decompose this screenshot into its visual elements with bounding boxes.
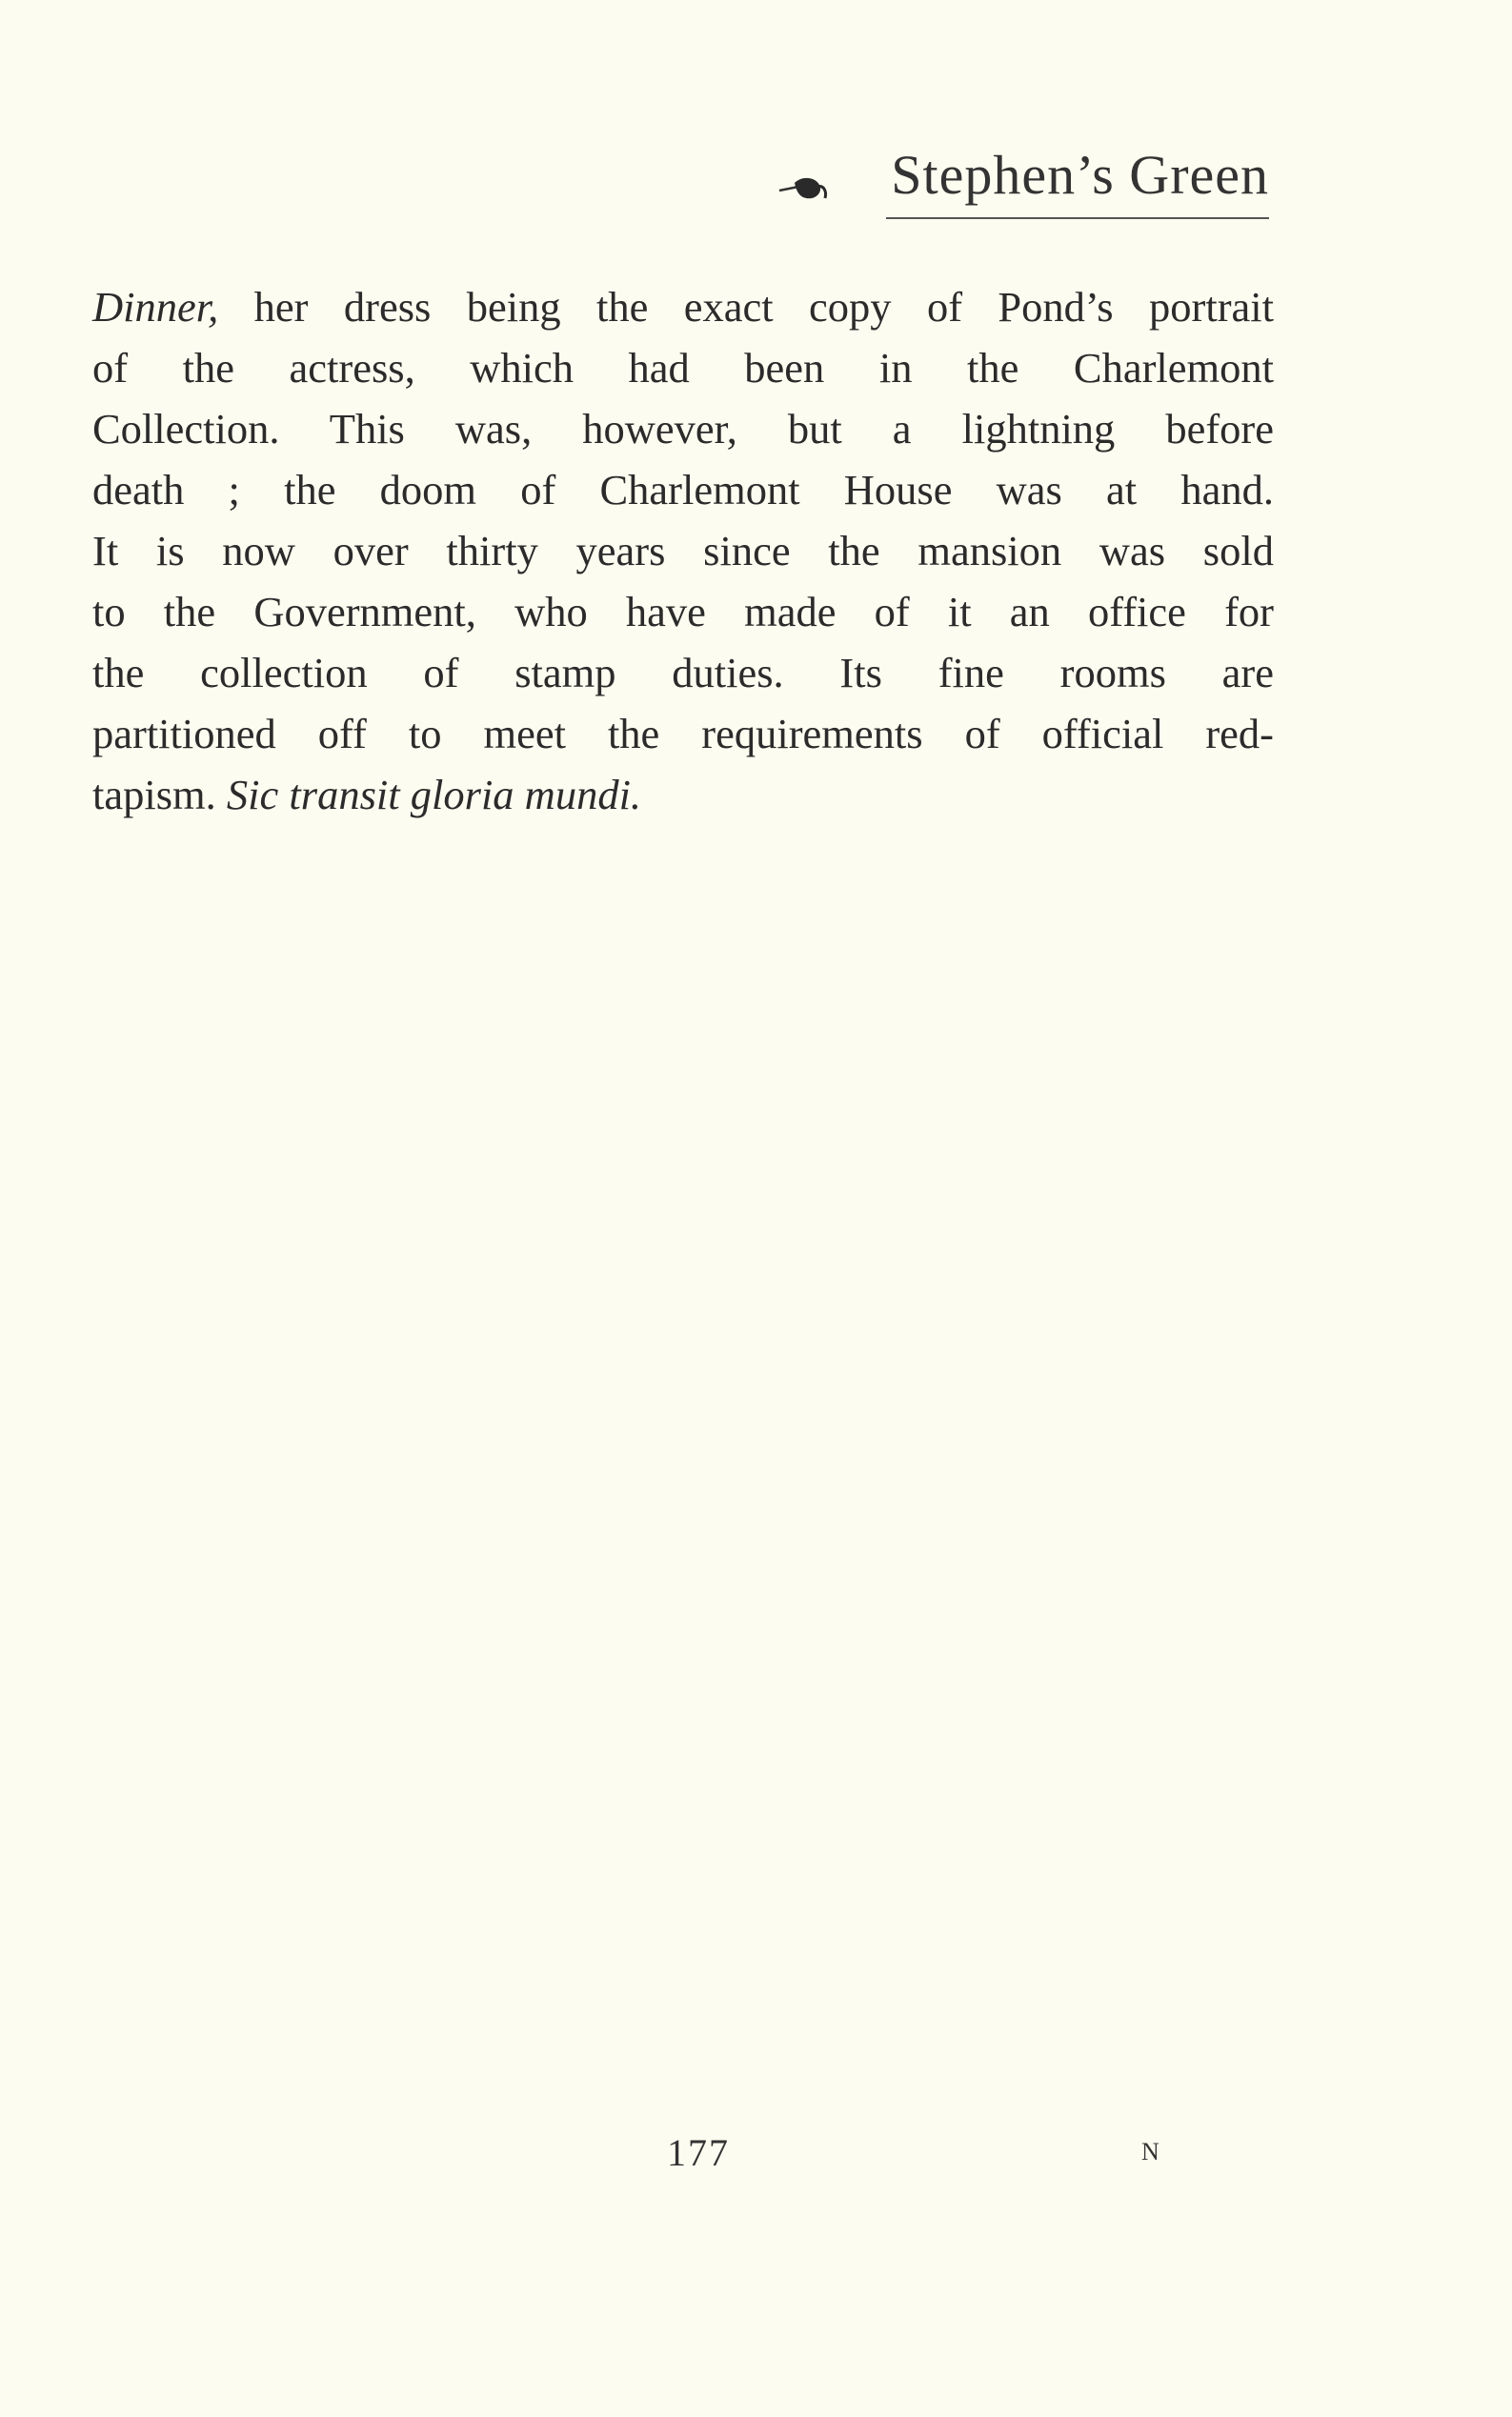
text-run: of the actress, which had been in the Charlemont — [92, 344, 1274, 392]
text-run: It is now over thirty years since the mansion was sold — [92, 527, 1274, 574]
italic-text: Dinner, — [92, 283, 219, 331]
text-line — [92, 703, 1274, 764]
running-head-title: Stephen’s Green — [891, 144, 1269, 206]
italic-text: Sic transit gloria mundi. — [226, 771, 642, 818]
text-line — [92, 581, 1274, 642]
text-run: Collection. This was, however, but a lightning before — [92, 405, 1274, 453]
text-run: her dress being the exact copy of Pond’s portrait — [218, 283, 1274, 331]
text-line — [92, 520, 1274, 581]
page-number: 177 — [667, 2131, 730, 2174]
text-line — [92, 337, 1274, 398]
text-run: tapism. — [92, 771, 227, 818]
running-head-rule — [886, 217, 1269, 219]
text-line — [92, 642, 1274, 703]
text-run: death ; the doom of Charlemont House was at hand. — [92, 466, 1274, 514]
text-line — [92, 764, 1274, 825]
text-run: to the Government, who have made of it an office for — [92, 588, 1274, 635]
body-text — [92, 276, 1274, 825]
text-run: the collection of stamp duties. Its fine rooms are — [92, 649, 1274, 696]
pointing-fist-icon — [777, 170, 835, 208]
text-run: partitioned off to meet the requirements of official red- — [92, 710, 1274, 757]
text-line — [92, 398, 1274, 459]
text-line — [92, 276, 1274, 337]
signature-mark: N — [1141, 2138, 1159, 2165]
running-head — [875, 141, 1273, 227]
text-line — [92, 459, 1274, 520]
